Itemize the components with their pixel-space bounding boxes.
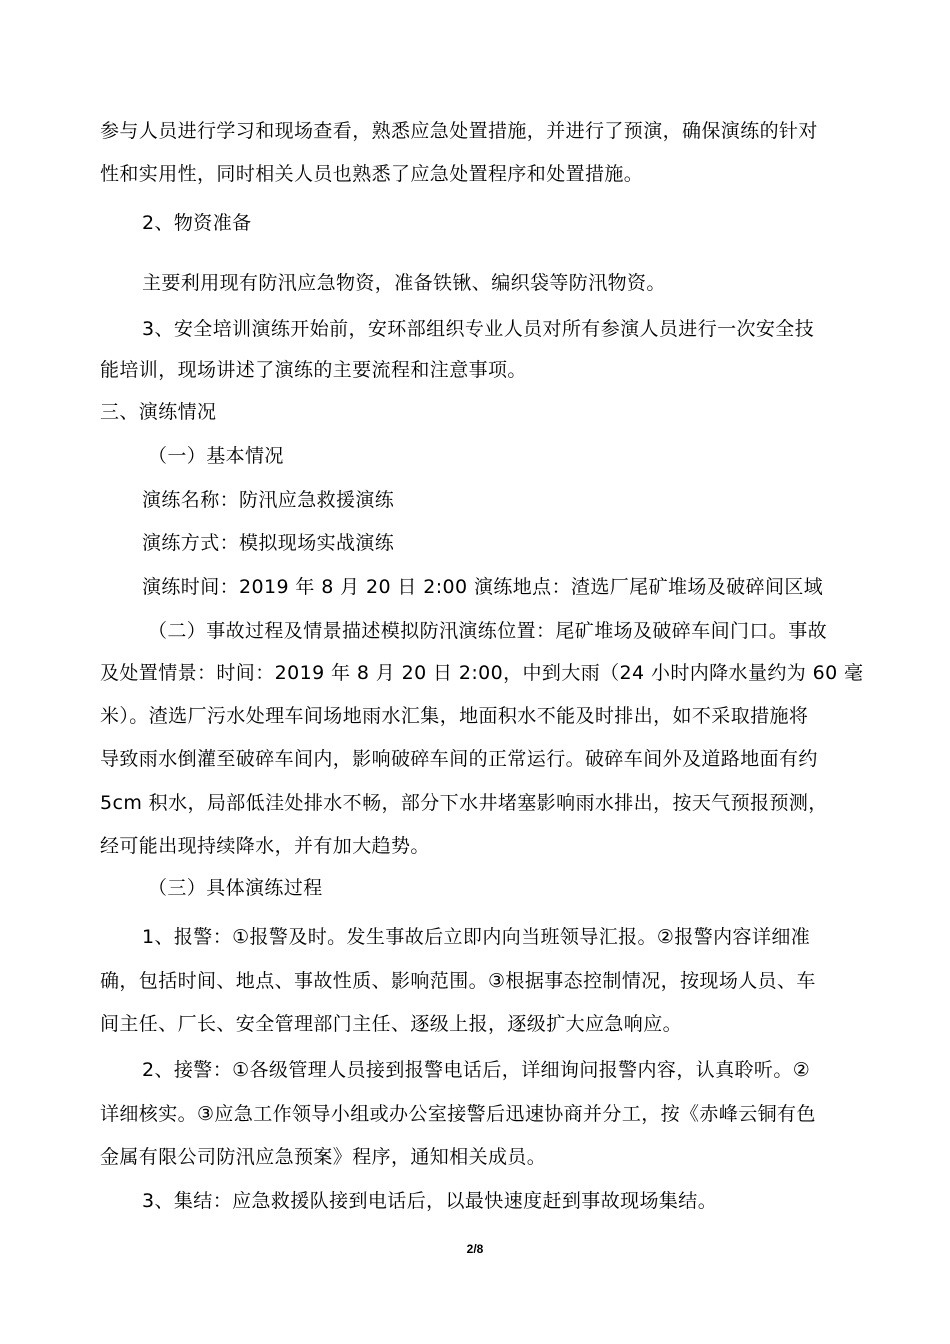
subsection-heading: （一）基本情况 bbox=[148, 445, 284, 467]
body-text-line: 能培训，现场讲述了演练的主要流程和注意事项。 bbox=[100, 359, 527, 381]
subsection-heading: （三）具体演练过程 bbox=[148, 877, 323, 899]
body-text-line: 金属有限公司防汛应急预案》程序，通知相关成员。 bbox=[100, 1146, 547, 1168]
section-heading: 三、演练情况 bbox=[100, 401, 217, 423]
body-text-line: 详细核实。③应急工作领导小组或办公室接警后迅速协商并分工，按《赤峰云铜有色 bbox=[100, 1103, 816, 1125]
body-text-line: 及处置情景：时间：2019 年 8 月 20 日 2:00，中到大雨（24 小时内降水量约为 60 毫 bbox=[100, 662, 864, 684]
body-text-line: 参与人员进行学习和现场查看，熟悉应急处置措施，并进行了预演，确保演练的针对 bbox=[100, 120, 818, 142]
body-text-line: 3、安全培训演练开始前，安环部组织专业人员对所有参演人员进行一次安全技 bbox=[142, 318, 815, 340]
body-text-line: 经可能出现持续降水，并有加大趋势。 bbox=[100, 835, 430, 857]
subsection-heading: （二）事故过程及情景描述模拟防汛演练位置：尾矿堆场及破碎车间门口。事故 bbox=[148, 620, 828, 642]
body-text-line: 演练时间：2019 年 8 月 20 日 2:00 演练地点：渣选厂尾矿堆场及破碎间区域 bbox=[142, 576, 824, 598]
page-number: 2/8 bbox=[466, 1242, 484, 1256]
body-text-line: 导致雨水倒灌至破碎车间内，影响破碎车间的正常运行。破碎车间外及道路地面有约 bbox=[100, 748, 818, 770]
body-text-line: 演练名称：防汛应急救援演练 bbox=[142, 489, 395, 511]
body-text-line: 演练方式：模拟现场实战演练 bbox=[142, 532, 395, 554]
body-text-line: 性和实用性，同时相关人员也熟悉了应急处置程序和处置措施。 bbox=[100, 163, 644, 185]
body-text-line: 3、集结：应急救援队接到电话后，以最快速度赶到事故现场集结。 bbox=[142, 1190, 718, 1212]
body-text-line: 1、报警：①报警及时。发生事故后立即内向当班领导汇报。②报警内容详细准 bbox=[142, 926, 811, 948]
body-text-line: 确，包括时间、地点、事故性质、影响范围。③根据事态控制情况，按现场人员、车 bbox=[100, 970, 816, 992]
body-text-line: 主要利用现有防汛应急物资，准备铁锹、编织袋等防汛物资。 bbox=[142, 272, 666, 294]
body-text-line: 米）。渣选厂污水处理车间场地雨水汇集，地面积水不能及时排出，如不采取措施将 bbox=[100, 705, 809, 727]
section-heading: 2、物资准备 bbox=[142, 212, 252, 234]
body-text-line: 2、接警：①各级管理人员接到报警电话后，详细询问报警内容，认真聆听。② bbox=[142, 1059, 811, 1081]
body-text-line: 间主任、厂长、安全管理部门主任、逐级上报，逐级扩大应急响应。 bbox=[100, 1013, 683, 1035]
body-text-line: 5cm 积水，局部低洼处排水不畅，部分下水井堵塞影响雨水排出，按天气预报预测， bbox=[100, 792, 828, 814]
